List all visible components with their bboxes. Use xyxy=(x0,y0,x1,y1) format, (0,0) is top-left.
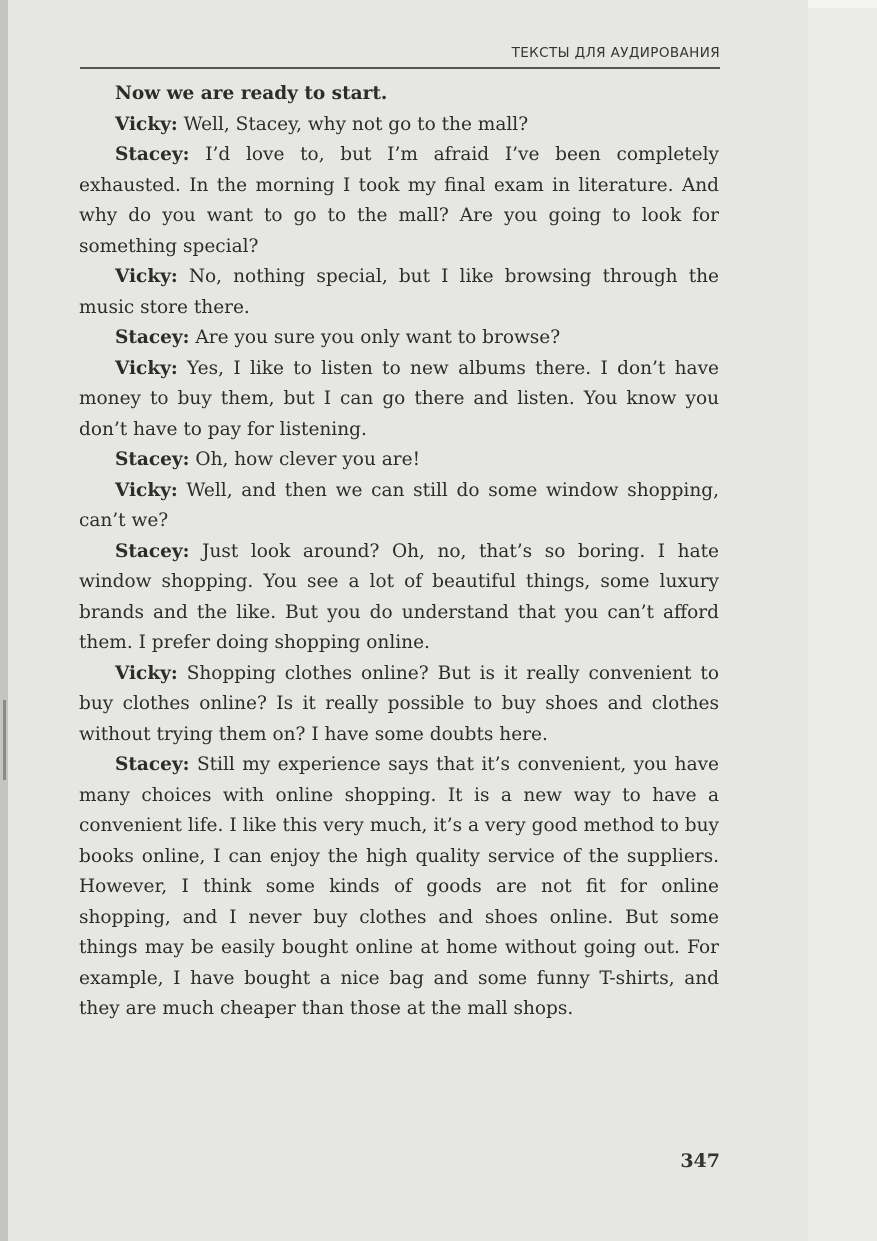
speaker-name: Vicky: xyxy=(115,479,178,501)
scan-edge-mark xyxy=(3,700,6,780)
speaker-name: Vicky: xyxy=(115,357,178,379)
speaker-name: Vicky: xyxy=(115,266,178,287)
dialogue-paragraph xyxy=(79,323,719,354)
dialogue-paragraph xyxy=(79,354,719,446)
speaker-name: Stacey: xyxy=(115,144,190,165)
header-rule xyxy=(80,67,720,69)
speech-text: Are you sure you only want to browse? xyxy=(189,327,561,348)
speech-text: Yes, I like to listen to new albums there. I don’t have money to buy them, but I can go there and listen. You know you don’t have to pay for listening. xyxy=(79,357,719,440)
dialogue-paragraph xyxy=(79,750,719,1025)
scan-right-margin-top xyxy=(808,0,877,8)
scan-right-margin xyxy=(808,0,877,1241)
dialogue-paragraph xyxy=(79,140,719,262)
dialogue-text xyxy=(79,79,719,1025)
speaker-name: Vicky: xyxy=(115,662,178,684)
running-head: ТЕКСТЫ ДЛЯ АУДИРОВАНИЯ xyxy=(511,45,720,61)
dialogue-paragraph xyxy=(79,476,719,537)
speech-text: I’d love to, but I’m afraid I’ve been completely exhausted. In the morning I took my final exam in literature. And why do you want to go to the mall? Are you going to look for something special? xyxy=(79,144,719,257)
speech-text: Oh, how clever you are! xyxy=(189,449,420,470)
page-number: 347 xyxy=(680,1150,720,1172)
speech-text: Well, Stacey, why not go to the mall? xyxy=(177,113,529,135)
intro-line: Now we are ready to start. xyxy=(115,83,388,104)
speaker-name: Stacey: xyxy=(115,754,190,775)
speech-text: No, nothing special, but I like browsing through the music store there. xyxy=(79,266,719,318)
speech-text: Well, and then we can still do some window shopping, can’t we? xyxy=(79,479,719,531)
dialogue-paragraph xyxy=(79,262,719,323)
dialogue-paragraph xyxy=(79,659,719,751)
speech-text: Shopping clothes online? But is it really convenient to buy clothes online? Is it really possible to buy shoes and clothes without trying them on? I have some doubts here. xyxy=(79,662,719,745)
speaker-name: Stacey: xyxy=(115,327,190,348)
scan-left-edge xyxy=(0,0,8,1241)
dialogue-paragraph xyxy=(79,445,719,476)
intro-paragraph xyxy=(79,79,719,110)
speaker-name: Vicky: xyxy=(115,113,178,135)
speech-text: Just look around? Oh, no, that’s so boring. I hate window shopping. You see a lot of beautiful things, some luxury brands and the like. But you do understand that you can’t afford them. I prefer doing shopping online. xyxy=(79,540,719,653)
dialogue-paragraph xyxy=(79,110,719,141)
speaker-name: Stacey: xyxy=(115,449,190,470)
speech-text: Still my experience says that it’s convenient, you have many choices with online shopping. It is a new way to have a convenient life. I like this very much, it’s a very good method to buy books online, I can enjoy the high quality service of the suppliers. However, I think some kinds of goods are not fit for online shopping, and I never buy clothes and shoes online. But some things may be easily bought online at home without going out. For example, I have bought a nice bag and some funny T-shirts, and they are much cheaper than those at the mall shops. xyxy=(79,754,719,1019)
dialogue-paragraph xyxy=(79,537,719,659)
speaker-name: Stacey: xyxy=(115,540,190,562)
